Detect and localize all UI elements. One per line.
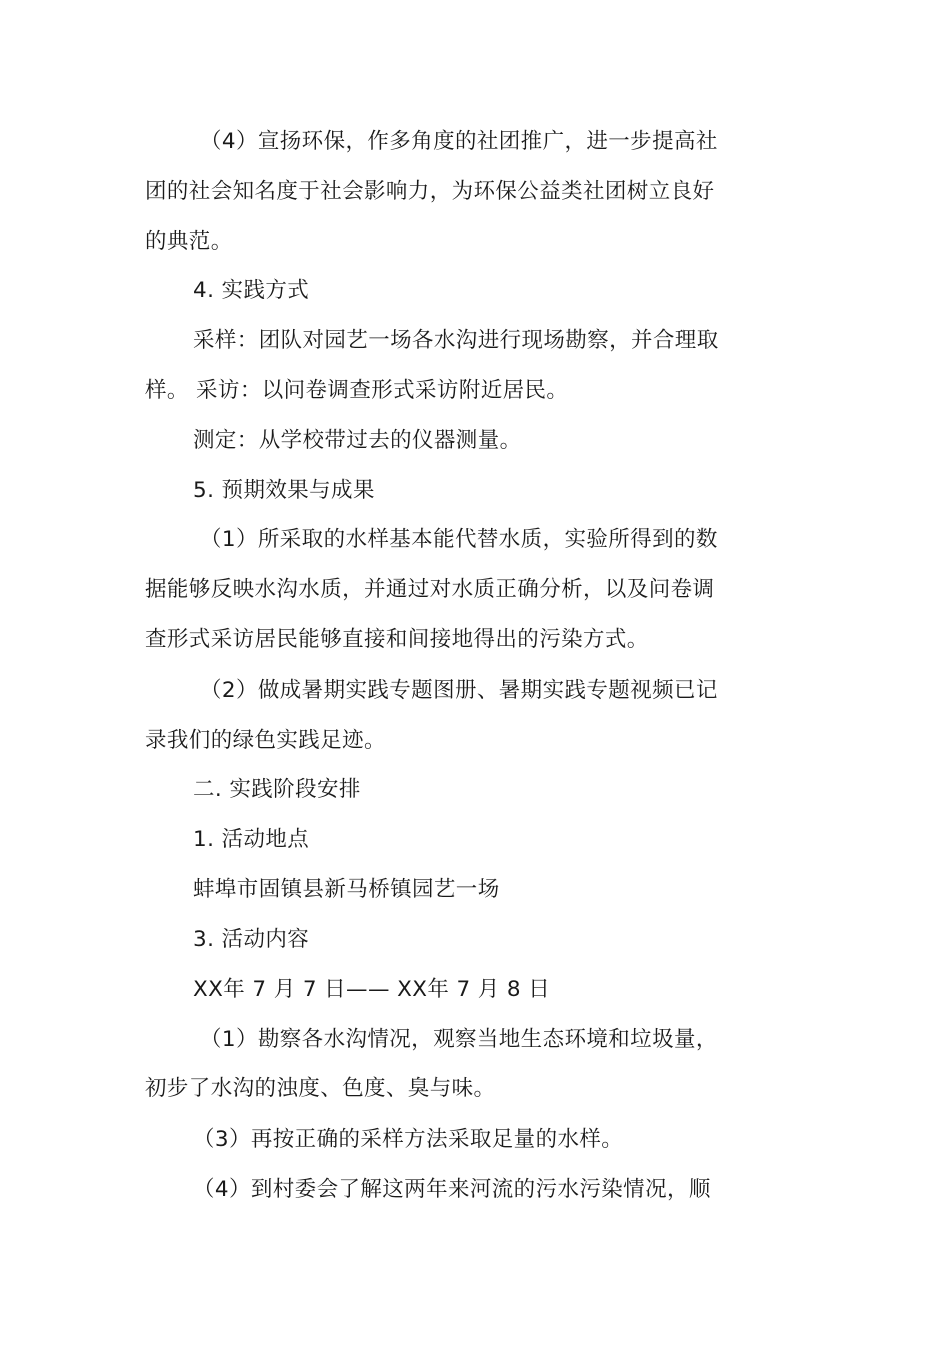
paragraph-line: 的典范。 — [145, 229, 233, 254]
date-range-line: XX年 7 月 7 日—— XX年 7 月 8 日 — [193, 977, 551, 1002]
paragraph-line: 蚌埠市固镇县新马桥镇园艺一场 — [193, 877, 500, 902]
section-heading: 二. 实践阶段安排 — [193, 777, 361, 802]
paragraph-line: （3）再按正确的采样方法采取足量的水样。 — [193, 1127, 624, 1152]
paragraph-line: （1）勘察各水沟情况，观察当地生态环境和垃圾量， — [200, 1027, 718, 1052]
paragraph-line: （4）宣扬环保，作多角度的社团推广，进一步提高社 — [200, 129, 718, 154]
section-heading: 1. 活动地点 — [193, 827, 310, 852]
paragraph-line: （2）做成暑期实践专题图册、暑期实践专题视频已记 — [200, 678, 718, 703]
paragraph-line: 采样：团队对园艺一场各水沟进行现场勘察，并合理取 — [193, 328, 719, 353]
paragraph-line: （4）到村委会了解这两年来河流的污水污染情况，顺 — [193, 1177, 711, 1202]
paragraph-line: 据能够反映水沟水质，并通过对水质正确分析，以及问卷调 — [145, 577, 715, 602]
paragraph-line: 样。 采访：以问卷调查形式采访附近居民。 — [145, 378, 569, 403]
paragraph-line: 初步了水沟的浊度、色度、臭与味。 — [145, 1076, 496, 1101]
paragraph-line: 查形式采访居民能够直接和间接地得出的污染方式。 — [145, 627, 649, 652]
section-heading: 3. 活动内容 — [193, 927, 310, 952]
paragraph-line: 团的社会知名度于社会影响力，为环保公益类社团树立良好 — [145, 179, 715, 204]
paragraph-line: 测定：从学校带过去的仪器测量。 — [193, 428, 522, 453]
paragraph-line: （1）所采取的水样基本能代替水质，实验所得到的数 — [200, 527, 718, 552]
section-heading: 5. 预期效果与成果 — [193, 478, 375, 503]
paragraph-line: 录我们的绿色实践足迹。 — [145, 728, 386, 753]
section-heading: 4. 实践方式 — [193, 278, 310, 303]
